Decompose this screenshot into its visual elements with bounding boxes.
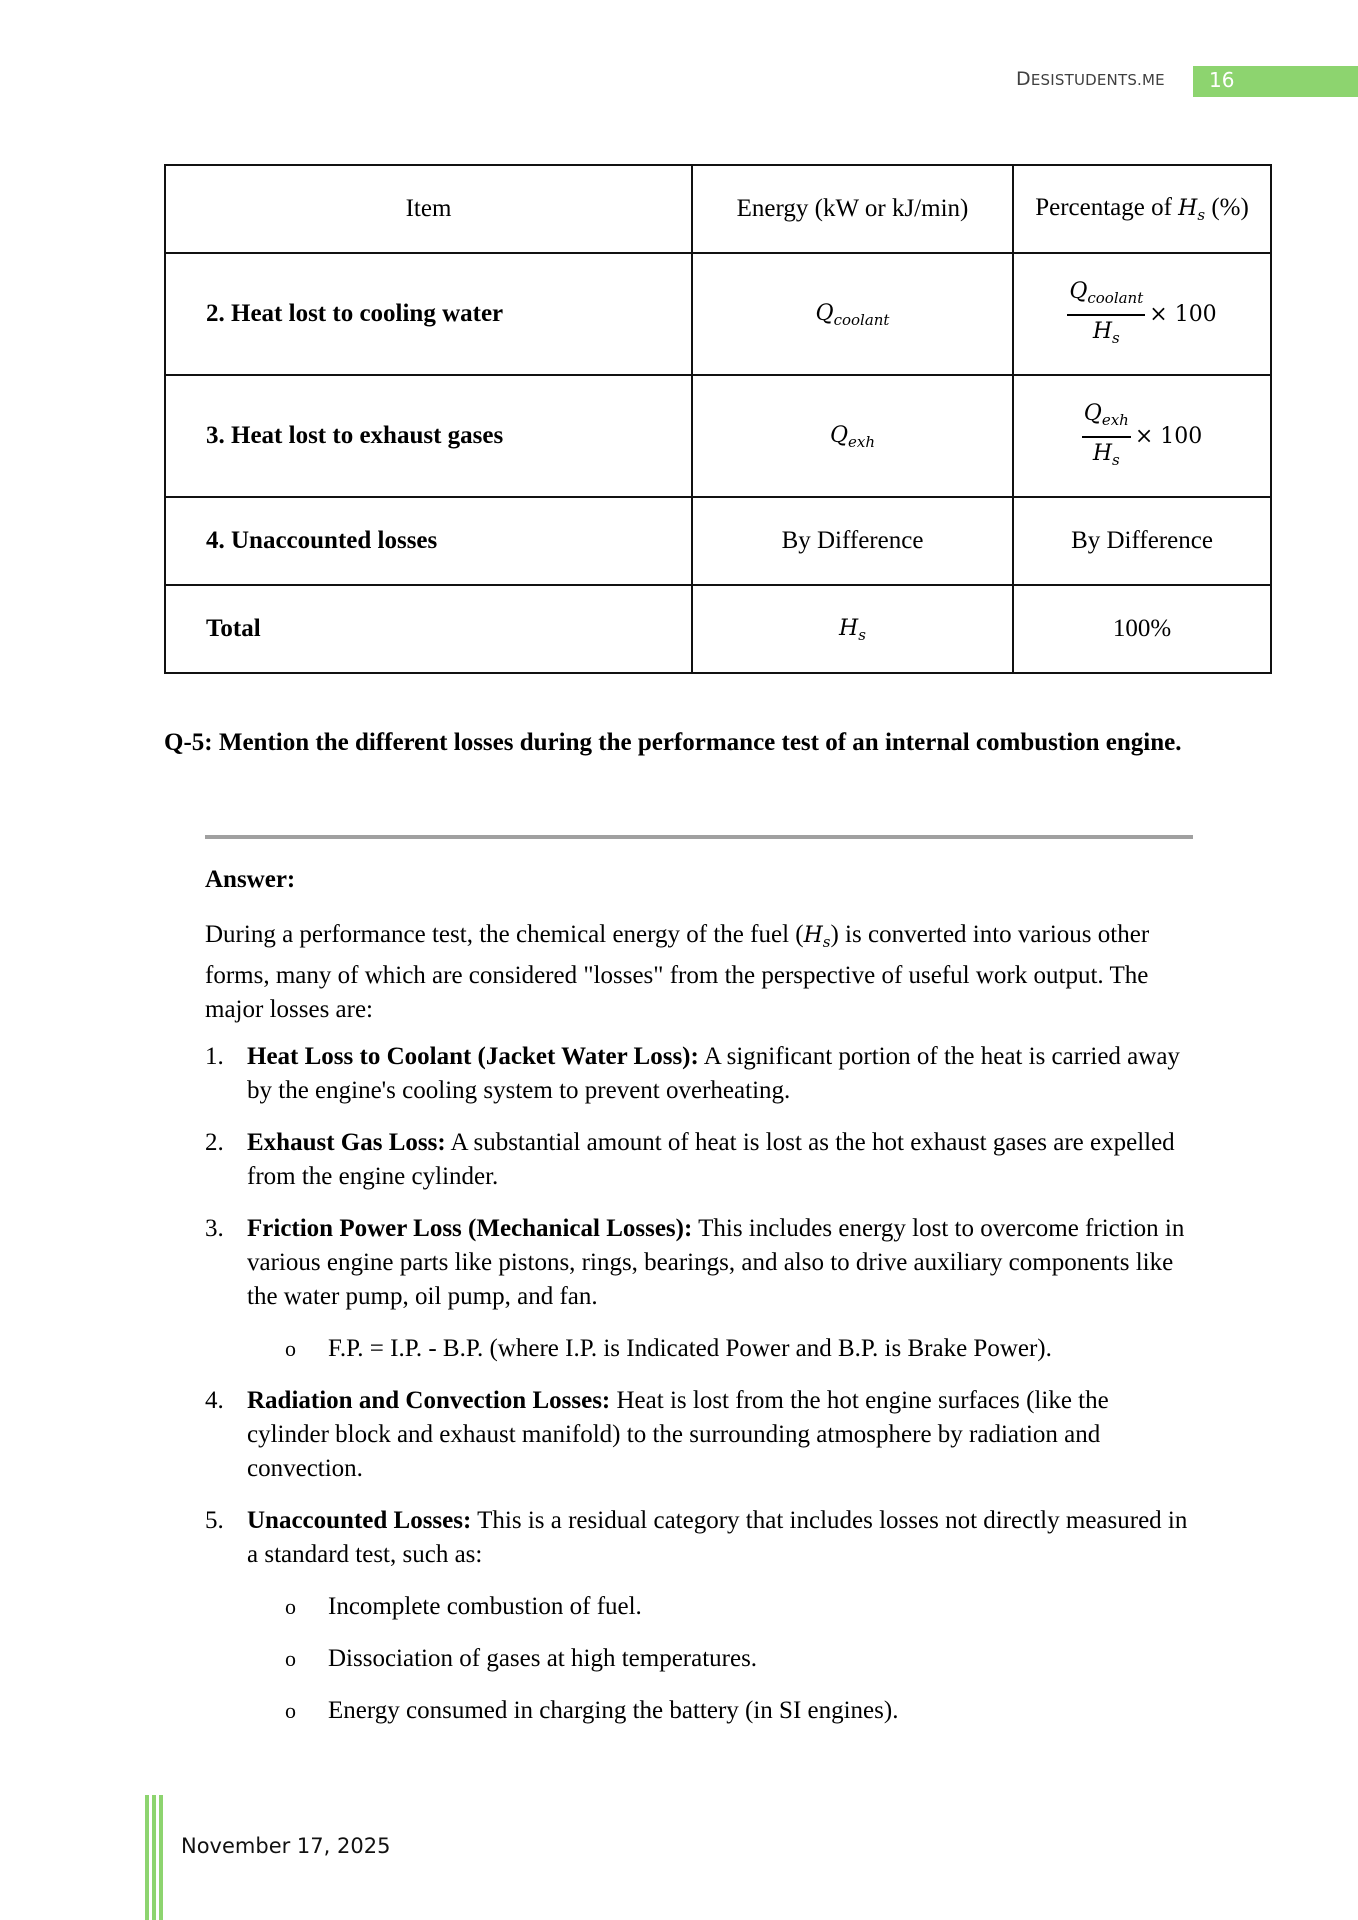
list-item: 3. Friction Power Loss (Mechanical Losses): This includes energy lost to overcome friction in various engine parts like pistons, rings, bearings, and also to drive auxiliary components like the water pump, oil pump, and fan. [205,1215,1185,1310]
site-name-rest: ESISTUDENTS.ME [1030,71,1165,89]
sub-list-item: o F.P. = I.P. - B.P. (where I.P. is Indicated Power and B.P. is Brake Power). [285,1332,1205,1366]
table-row [165,497,1271,585]
table-row [165,375,1271,497]
row-percentage: $\frac{Q_{exh}}{H_s}$ × 100 [1013,375,1271,497]
table-row [165,253,1271,375]
list-item: 1. Heat Loss to Coolant (Jacket Water Loss): A significant portion of the heat is carried away by the engine's cooling system to prevent overheating. [205,1043,1180,1104]
fraction: $\frac{Q_{coolant}}{H_s}$ [1069,278,1144,347]
footer-accent-bar [152,1795,156,1920]
column-header-item: Item [165,165,692,253]
bullet-circle-icon: o [285,1646,296,1671]
row-percentage: By Difference [1013,497,1271,585]
bullet-circle-icon: o [285,1698,296,1723]
footer-accent-bar [145,1795,149,1920]
row-energy: $Q_{exh}$ [692,375,1013,497]
sub-list-item: o Incomplete combustion of fuel. [285,1590,1205,1624]
row-item: 3. Heat lost to exhaust gases [165,375,692,497]
bullet-circle-icon: o [285,1594,296,1619]
row-energy: By Difference [692,497,1013,585]
site-name-initial: D [1016,68,1031,90]
table-header-row [165,165,1271,253]
answer-heading: Answer: [205,866,296,893]
footer-accent-bar [159,1795,163,1920]
column-header-energy: Energy (kW or kJ/min) [692,165,1013,253]
site-name [1016,68,1165,90]
row-item: 2. Heat lost to cooling water [165,253,692,375]
sub-list-item: o Dissociation of gases at high temperatures. [285,1642,1205,1676]
horizontal-divider [205,835,1193,839]
row-item: Total [165,585,692,673]
heat-balance-table [164,164,1272,674]
sub-list-item: o Energy consumed in charging the battery (in SI engines). [285,1694,1205,1728]
list-item: 2. Exhaust Gas Loss: A substantial amount of heat is lost as the hot exhaust gases are expelled from the engine cylinder. [205,1129,1175,1190]
list-item: 5. Unaccounted Losses: This is a residual category that includes losses not directly measured in a standard test, such as: [205,1507,1188,1568]
footer-date: November 17, 2025 [181,1834,391,1858]
question-heading: Q-5: Mention the different losses during the performance test of an internal combustion engine. [164,729,1182,756]
page-number: 16 [1209,68,1235,92]
fraction: $\frac{Q_{exh}}{H_s}$ [1083,400,1129,469]
table-row-total [165,585,1271,673]
answer-intro: During a performance test, the chemical energy of the fuel $(H_s)$ is converted into various other forms, many of which are considered "losses" from the perspective of useful work output. The major losses are: [205,921,1150,1023]
list-item: 4. Radiation and Convection Losses: Heat is lost from the hot engine surfaces (like the cylinder block and exhaust manifold) to the surrounding atmosphere by radiation and convection. [205,1387,1109,1482]
row-energy: $Q_{coolant}$ [692,253,1013,375]
row-energy: $H_s$ [692,585,1013,673]
row-percentage: 100% [1013,585,1271,673]
column-header-percentage: Percentage of $H_s$ (%) [1013,165,1271,253]
row-percentage: $\frac{Q_{coolant}}{H_s}$ × 100 [1013,253,1271,375]
row-item: 4. Unaccounted losses [165,497,692,585]
bullet-circle-icon: o [285,1336,296,1361]
